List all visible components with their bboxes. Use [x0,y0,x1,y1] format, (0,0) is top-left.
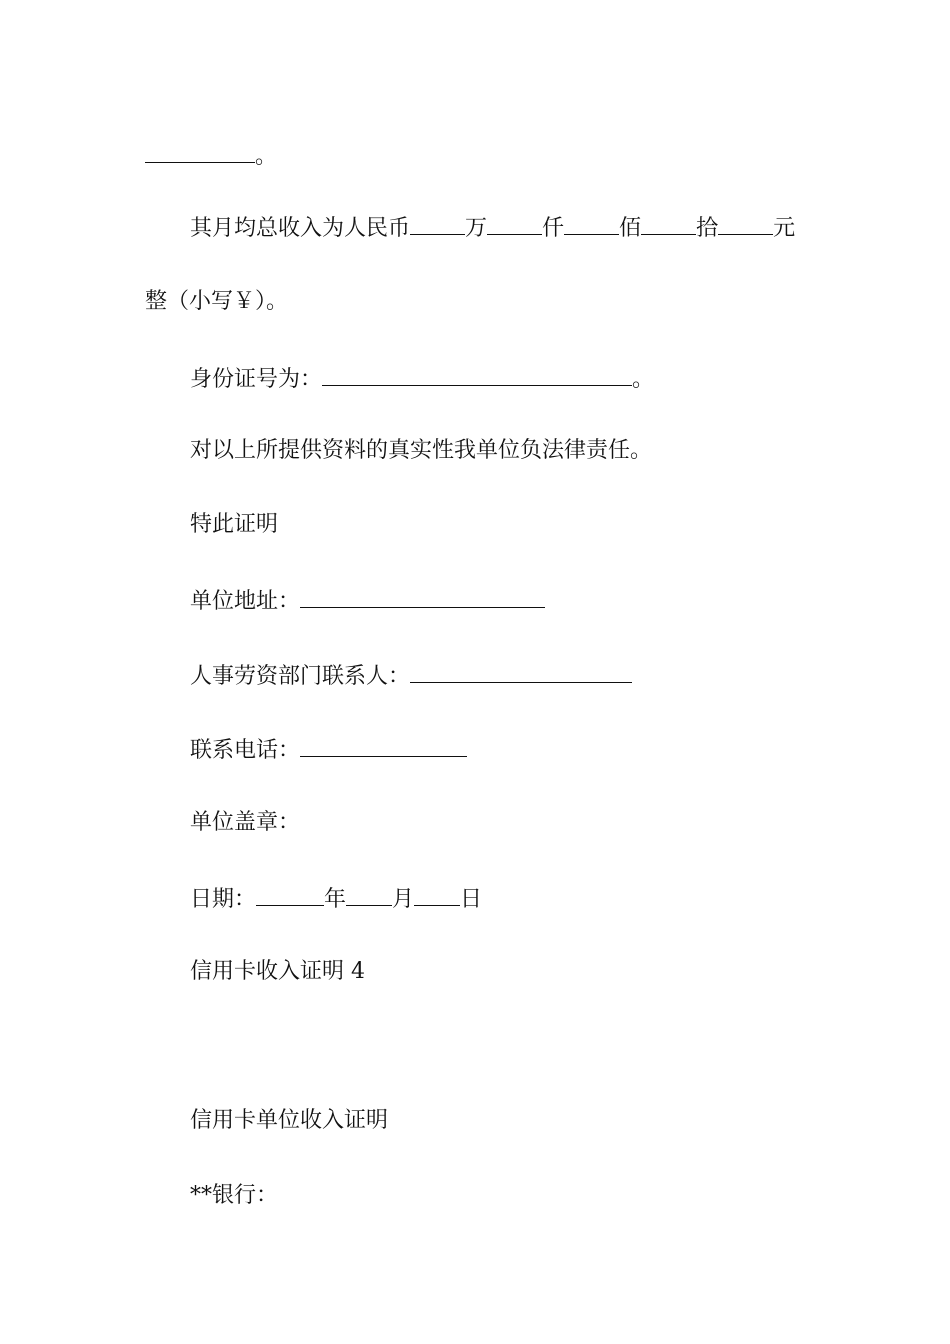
blank-field [256,883,324,906]
phone-line [190,734,467,766]
blank-field [564,212,619,235]
blank-field [487,212,542,235]
company-seal-label: 单位盖章： [190,810,301,835]
unit-yuan: 元 [773,216,796,241]
blank-field [410,212,465,235]
unit-wan: 万 [465,216,488,241]
period: 。 [255,144,278,169]
phone-label: 联系电话： [190,738,301,763]
section-heading: 信用卡收入证明 4 [190,959,365,984]
year-unit: 年 [324,887,347,912]
period: 。 [632,367,655,392]
addressee: **银行： [190,1183,279,1208]
blank-field [718,212,773,235]
responsibility-statement: 对以上所提供资料的真实性我单位负法律责任。 [190,438,653,463]
company-address-label: 单位地址： [190,589,301,614]
date-label: 日期： [190,887,257,912]
document-title: 信用卡单位收入证明 [190,1108,389,1133]
blank-field [145,140,255,163]
id-number-label: 身份证号为： [190,367,323,392]
monthly-income-label: 其月均总收入为人民币 [190,216,411,241]
blank-field [322,363,632,386]
blank-field [300,734,467,757]
hr-contact-line [190,660,632,692]
unit-qian: 仟 [542,216,565,241]
blank-field [410,660,632,683]
monthly-income-line [190,212,795,244]
company-address-line [190,585,545,617]
certification-text: 特此证明 [190,512,279,537]
date-line [190,883,482,915]
unit-bai: 佰 [619,216,642,241]
day-unit: 日 [460,887,483,912]
month-unit: 月 [392,887,415,912]
hr-contact-label: 人事劳资部门联系人： [190,664,411,689]
blank-field [346,883,392,906]
unit-shi: 拾 [696,216,719,241]
continuation-line [145,140,277,172]
blank-field [414,883,460,906]
id-number-line [190,363,654,395]
blank-field [300,585,545,608]
amount-lowercase-line: 整（小写￥）。 [145,289,289,314]
blank-field [641,212,696,235]
